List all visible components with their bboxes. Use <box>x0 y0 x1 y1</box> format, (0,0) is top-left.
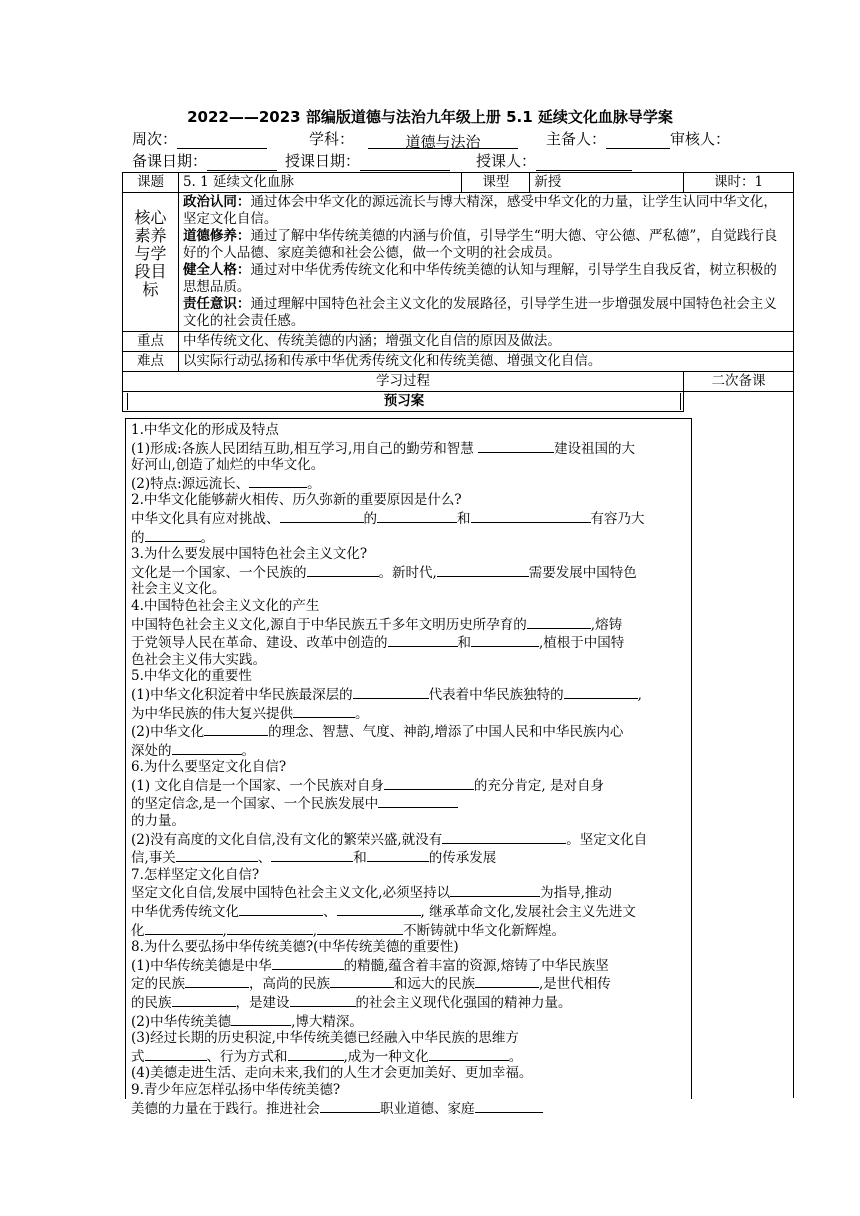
week-blank <box>177 131 267 149</box>
topic-value: 5. 1 延续文化血脉 <box>178 173 462 193</box>
prep-date-blank <box>207 153 277 171</box>
prep-date-label: 备课日期： <box>132 152 208 170</box>
blank[interactable] <box>478 439 554 453</box>
blank[interactable] <box>475 1099 543 1113</box>
meta-row-2 <box>132 150 632 171</box>
answer-8-3: 的民族 ，是建设 的社会主义现代化强国的精神力量。 <box>131 995 572 1011</box>
blank[interactable] <box>271 848 353 862</box>
teacher-blank <box>536 153 632 171</box>
hours-value: 课时：1 <box>684 173 794 193</box>
week-label: 周次： <box>132 130 178 148</box>
blank[interactable] <box>307 563 379 577</box>
blank[interactable] <box>288 1047 344 1061</box>
answer-3-1: 文化是一个国家、一个民族的 。新时代, 需要发展中国特色 <box>131 564 637 581</box>
question-7: 7.怎样坚定文化自信? <box>131 866 260 883</box>
process-label: 学习过程 <box>123 372 684 392</box>
blank[interactable] <box>227 921 313 935</box>
second-prep-area <box>690 397 794 1098</box>
blank[interactable] <box>172 741 242 755</box>
blank[interactable] <box>378 794 458 808</box>
blank[interactable] <box>290 993 356 1007</box>
answer-1-2: (2)特点:源远流长、 。 <box>131 475 321 492</box>
blank[interactable] <box>272 956 344 970</box>
blank[interactable] <box>145 1047 207 1061</box>
topic-label: 课题 <box>123 173 179 193</box>
question-1: 1.中华文化的形成及特点 <box>131 422 279 438</box>
meta-row-1 <box>132 128 730 149</box>
answer-3-2: 社会主义文化。 <box>131 581 226 598</box>
blank[interactable] <box>442 830 566 844</box>
answer-4-3: 色社会主义伟大实践。 <box>131 651 266 668</box>
core-goals-label: 核心素养与学段目标 <box>123 193 179 332</box>
blank[interactable] <box>429 1047 509 1061</box>
answer-8-4: (2)中华传统美德 ,博大精深。 <box>131 1013 363 1030</box>
goal-moral: 道德修养：通过了解中华传统美德的内涵与价值，引导学生“明大德、守公德、严私德”，自觉践行良好的个人品德、家庭美德和社会公德，做一个文明的社会成员。 <box>182 228 778 261</box>
blank[interactable] <box>527 615 591 629</box>
question-2: 2.中华文化能够薪火相传、历久弥新的重要原因是什么? <box>131 492 462 509</box>
answer-6-4: (2)没有高度的文化自信,没有文化的繁荣兴盛,就没有 。坚定文化自 <box>131 831 648 848</box>
answer-9-1: 美德的力量在于践行。推进社会 职业道德、家庭 <box>131 1099 687 1118</box>
difficulty-value: 以实际行动弘扬和传承中华优秀传统文化和传统美德、增强文化自信。 <box>178 352 793 372</box>
plan-table <box>122 172 794 412</box>
blank[interactable] <box>280 509 364 523</box>
answer-8-1: (1)中华传统美德是中华 的精髓,蕴含着丰富的资源,熔铸了中华民族坚 <box>131 957 609 974</box>
blank[interactable] <box>172 993 236 1007</box>
subject-value: 道德与法治 <box>368 131 518 149</box>
answer-6-2: 的坚定信念,是一个国家、一个民族发展中 <box>131 794 687 813</box>
blank[interactable] <box>317 921 403 935</box>
answer-5-3: (2)中华文化 的理念、智慧、气度、神韵,增添了中国人民和中华民族内心 <box>131 724 624 741</box>
blank[interactable] <box>564 685 638 699</box>
blank[interactable] <box>176 848 258 862</box>
blank[interactable] <box>320 1099 380 1113</box>
difficulty-label: 难点 <box>123 352 179 372</box>
blank[interactable] <box>330 974 394 988</box>
answer-5-2: 为中华民族的伟大复兴提供 。 <box>131 705 369 722</box>
blank[interactable] <box>367 848 429 862</box>
subject-label: 学科： <box>309 130 355 148</box>
question-8: 8.为什么要弘扬中华传统美德?(中华传统美德的重要性) <box>131 939 459 956</box>
answer-8-5: (3)经过长期的历史积淀,中华传统美德已经融入中华民族的思维方 <box>131 1030 519 1047</box>
answer-6-1: (1) 文化自信是一个国家、一个民族对自身 的充分肯定, 是对自身 <box>131 777 605 794</box>
key-point-label: 重点 <box>123 332 179 352</box>
blank[interactable] <box>388 633 458 647</box>
teach-date-blank <box>360 153 450 171</box>
preview-label: 预习案 <box>123 392 684 412</box>
blank[interactable] <box>204 722 268 736</box>
answer-1-1: (1)形成:各族人民团结互助,相互学习,用自己的勤劳和智慧 建设祖国的大 <box>131 440 636 457</box>
answer-2-2: 的 。 <box>131 529 214 546</box>
blank[interactable] <box>437 563 529 577</box>
blank[interactable] <box>337 902 421 916</box>
answer-1-1-cont: 好河山,创造了灿烂的中华文化。 <box>131 457 325 474</box>
question-9: 9.青少年应怎样弘扬中华传统美德? <box>131 1081 341 1098</box>
answer-4-1: 中国特色社会主义文化,源自于中华民族五千多年文明历史所孕育的 ,熔铸 <box>131 616 623 633</box>
answer-7-1: 坚定文化自信,发展中国特色社会主义文化,必须坚持以 为指导,推动 <box>131 885 612 902</box>
blank[interactable] <box>185 974 249 988</box>
question-4: 4.中国特色社会主义文化的产生 <box>131 597 320 614</box>
document-title: 2022——2023 部编版道德与法治九年级上册 5.1 延续文化血脉导学案 <box>187 108 673 126</box>
blank[interactable] <box>450 883 540 897</box>
blank[interactable] <box>353 685 429 699</box>
blank[interactable] <box>471 633 539 647</box>
preparer-blank <box>606 131 670 149</box>
answer-2-1: 中华文化具有应对挑战、 的 和 有容乃大 <box>131 510 645 527</box>
answer-7-2: 中华优秀传统文化 、 , 继承革命文化,发展社会主义先进文 <box>131 904 636 921</box>
reviewer-label: 审核人： <box>670 130 731 148</box>
answer-7-3: 化 , , 不断铸就中华文化新辉煌。 <box>131 922 566 939</box>
type-value: 新授 <box>530 173 684 193</box>
question-3: 3.为什么要发展中国特色社会主义文化? <box>131 546 368 563</box>
answer-8-2: 定的民族 ，高尚的民族 和远大的民族 ,是世代相传 <box>131 976 611 993</box>
blank[interactable] <box>293 704 355 718</box>
blank[interactable] <box>249 474 307 488</box>
preview-content <box>131 422 687 1117</box>
second-prep-label: 二次备课 <box>684 372 794 392</box>
preparer-label: 主备人： <box>546 130 607 148</box>
question-5: 5.中华文化的重要性 <box>131 668 252 685</box>
answer-4-2: 于党领导人民在革命、建设、改革中创造的 和 ,植根于中国特 <box>131 635 625 652</box>
answer-6-5: 信,事关 、 和 的传承发展 <box>131 850 497 867</box>
teach-date-label: 授课日期： <box>285 152 361 170</box>
core-goals-cell <box>178 193 793 332</box>
goal-political: 政治认同：通过体会中华文化的源远流长与博大精深，感受中华文化的力量，让学生认同中华文化，坚定文化自信。 <box>182 194 777 227</box>
question-6: 6.为什么要坚定文化自信? <box>131 759 287 776</box>
answer-6-3: 的力量。 <box>131 813 185 830</box>
blank[interactable] <box>471 509 591 523</box>
blank[interactable] <box>384 776 474 790</box>
blank[interactable] <box>145 921 223 935</box>
blank[interactable] <box>377 509 457 523</box>
answer-5-1: (1)中华文化积淀着中华民族最深层的 代表着中华民族独特的 , <box>131 686 642 703</box>
blank[interactable] <box>239 902 323 916</box>
key-point-value: 中华传统文化、传统美德的内涵；增强文化自信的原因及做法。 <box>178 332 793 352</box>
blank[interactable] <box>231 1012 291 1026</box>
answer-5-4: 深处的 。 <box>131 742 255 759</box>
blank[interactable] <box>475 974 539 988</box>
goal-responsibility: 责任意识：通过理解中国特色社会主义文化的发展路径，引导学生进一步增强发展中国特色社会主义文化的社会责任感。 <box>182 296 777 329</box>
blank[interactable] <box>145 528 201 542</box>
teacher-label: 授课人： <box>476 152 537 170</box>
answer-8-6: 式 、行为方式和 ,成为一种文化 。 <box>131 1048 523 1065</box>
goal-personality: 健全人格：通过对中华优秀传统文化和中华传统美德的认知与理解，引导学生自我反省，树立积极的思想品质。 <box>182 262 777 295</box>
type-label: 课型 <box>462 173 530 193</box>
answer-8-7: (4)美德走进生活、走向未来,我们的人生才会更加美好、更加幸福。 <box>131 1065 533 1082</box>
